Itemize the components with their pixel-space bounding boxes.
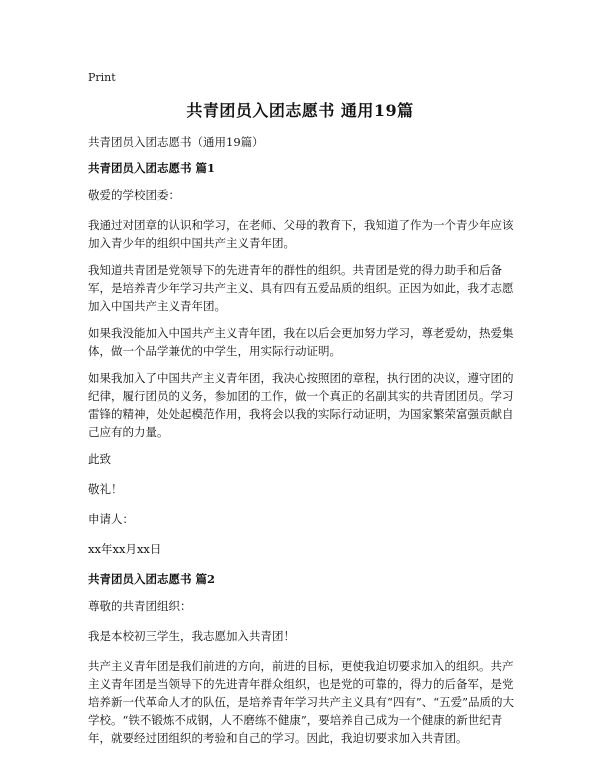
salutation: 敬爱的学校团委： (88, 188, 180, 202)
paragraph: 我知道共青团是党领导下的先进青年的群性的组织。共青团是党的得力助手和后备军，是培养青少年学习共产主义、具有四有五爱品质的组织。正因为如此，我才志愿加入中国共产主义青年团。 (88, 263, 514, 313)
applicant-label: 申请人： (88, 512, 134, 526)
date-line: xx年xx月xx日 (88, 542, 162, 556)
document-body (88, 133, 520, 756)
paragraph: 如果我没能加入中国共产主义青年团，我在以后会更加努力学习，尊老爱幼，热爱集体，做一个品学兼优的中学生，用实际行动证明。 (88, 326, 514, 358)
regards: 敬礼！ (88, 482, 123, 496)
closing: 此致 (88, 452, 111, 466)
print-label[interactable]: Print (88, 71, 116, 84)
section-heading: 共青团员入团志愿书 篇2 (88, 572, 216, 586)
paragraph: 我通过对团章的认识和学习，在老师、父母的教育下，我知道了作为一个青少年应该加入青少年的组织中国共产主义青年团。 (88, 218, 514, 250)
paragraph: 我是本校初三学生，我志愿加入共青团！ (88, 629, 295, 643)
section-heading: 共青团员入团志愿书 篇1 (88, 161, 216, 175)
document-subtitle: 共青团员入团志愿书（通用19篇） (88, 135, 264, 149)
paragraph: 共产主义青年团是我们前进的方向，前进的目标，更使我迫切要求加入的组织。共产主义青年团是当领导下的先进青年群众组织，也是党的可靠的，得力的后备军，是党培养新一代革命人才的队伍，是培养青年学习共产主义具有“四有”、“五爱”品质的大学校。“铁不锻炼不成钢，人不磨练不健康”，要培养自己成为一个健康的新世纪青年，就要经过团组织的考验和自己的学习。因此，我迫切要求加入共青团。 (88, 659, 515, 745)
document-title: 共青团员入团志愿书 通用19篇 (186, 101, 414, 120)
salutation: 尊敬的共青团组织： (88, 599, 192, 613)
paragraph: 如果我加入了中国共产主义青年团，我决心按照团的章程，执行团的决议，遵守团的纪律，履行团员的义务，参加团的工作，做一个真正的名副其实的共青团团员。学习雷锋的精神，处处起模范作用，我将会以我的实际行动证明，为国家繁荣富强贡献自己应有的力量。 (88, 371, 514, 439)
